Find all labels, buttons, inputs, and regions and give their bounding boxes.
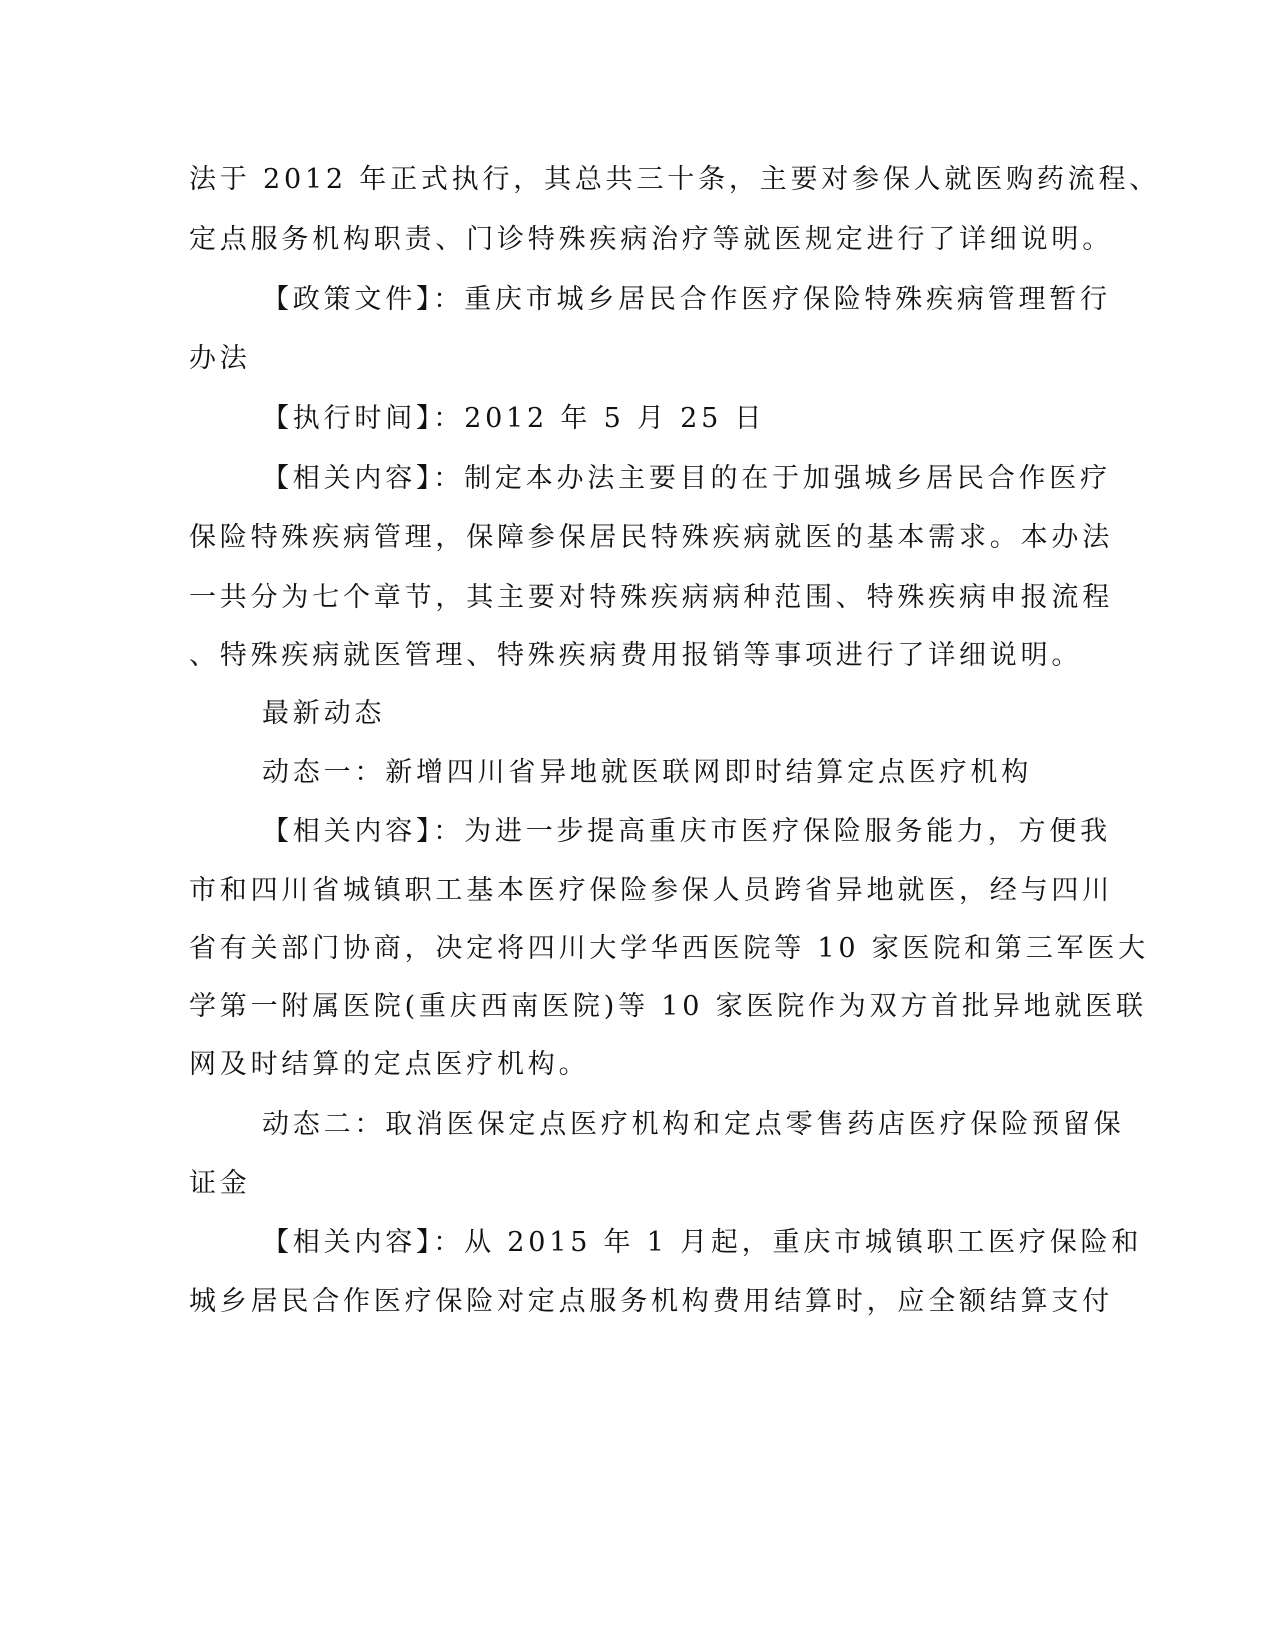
paragraph-line: 学第一附属医院(重庆西南医院)等 10 家医院作为双方首批异地就医联 [189,991,1147,1022]
paragraph-line: 、特殊疾病就医管理、特殊疾病费用报销等事项进行了详细说明。 [189,640,1083,671]
related-content-line: 【相关内容】：从 2015 年 1 月起，重庆市城镇职工医疗保险和 [262,1227,1143,1258]
paragraph-line: 城乡居民合作医疗保险对定点服务机构费用结算时，应全额结算支付 [189,1286,1113,1317]
related-content-line: 【相关内容】：制定本办法主要目的在于加强城乡居民合作医疗 [262,463,1111,494]
paragraph-line: 网及时结算的定点医疗机构。 [189,1049,590,1080]
paragraph-line: 市和四川省城镇职工基本医疗保险参保人员跨省异地就医，经与四川 [189,875,1113,906]
paragraph-line: 证金 [189,1168,251,1199]
news-item-title: 动态二：取消医保定点医疗机构和定点零售药店医疗保险预留保 [262,1109,1125,1140]
paragraph-line: 办法 [189,343,251,374]
related-content-line: 【相关内容】：为进一步提高重庆市医疗保险服务能力，方便我 [262,816,1111,847]
paragraph-line: 定点服务机构职责、门诊特殊疾病治疗等就医规定进行了详细说明。 [189,224,1113,255]
effective-date-line: 【执行时间】：2012 年 5 月 25 日 [262,403,766,434]
section-heading: 最新动态 [262,698,386,729]
paragraph-line: 保险特殊疾病管理，保障参保居民特殊疾病就医的基本需求。本办法 [189,522,1113,553]
paragraph-line: 法于 2012 年正式执行，其总共三十条，主要对参保人就医购药流程、 [189,164,1161,195]
paragraph-line: 一共分为七个章节，其主要对特殊疾病病种范围、特殊疾病申报流程 [189,582,1113,613]
paragraph-line: 省有关部门协商，决定将四川大学华西医院等 10 家医院和第三军医大 [189,933,1149,964]
news-item-title: 动态一：新增四川省异地就医联网即时结算定点医疗机构 [262,757,1032,788]
policy-document-label-line: 【政策文件】：重庆市城乡居民合作医疗保险特殊疾病管理暂行 [262,284,1111,315]
